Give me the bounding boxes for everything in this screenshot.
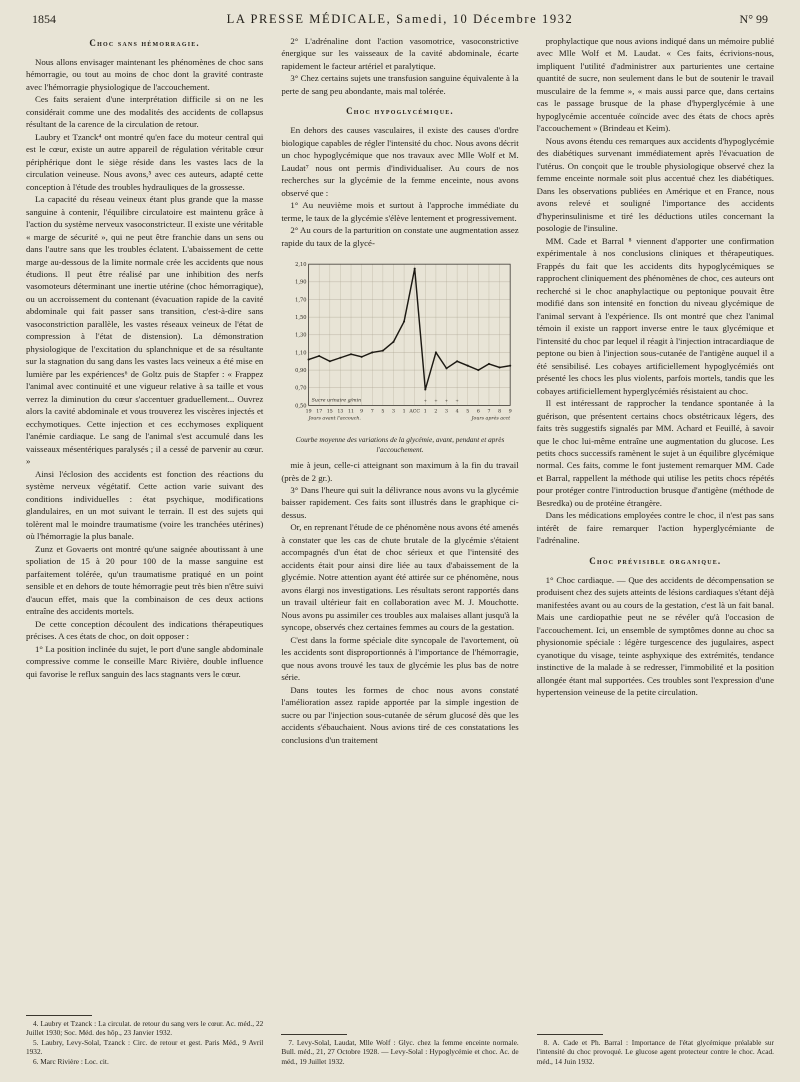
svg-text:Jours après acct: Jours après acct: [472, 416, 511, 422]
svg-text:1: 1: [424, 409, 428, 415]
svg-text:13: 13: [337, 409, 344, 415]
issue-number: N° 99: [739, 12, 768, 26]
svg-text:+: +: [424, 398, 428, 405]
svg-text:0,70: 0,70: [295, 385, 307, 392]
svg-text:11: 11: [348, 409, 355, 415]
svg-text:2,10: 2,10: [295, 262, 307, 269]
paragraph: 1° Au neuvième mois et surtout à l'approche immédiate du terme, le taux de la glycémie s'élève lentement et progressivement.: [281, 200, 519, 223]
svg-text:+: +: [445, 398, 449, 405]
paragraph: Nous allons envisager maintenant les phénomènes de choc sans hémorragie, ou tout au moins de choc dont la gravité contraste avec l'hémorragie physiologique de l'accouchement.: [26, 56, 264, 92]
columns: [26, 35, 774, 1066]
svg-text:7: 7: [487, 409, 491, 415]
paragraph: 3° Chez certains sujets une transfusion sanguine équivalente à la perte de sang peu abondante, mais mal tolérée.: [281, 73, 519, 96]
paragraph: Nous avons étendu ces remarques aux accidents d'hypoglycémie des diabétiques survenant immédiatement après l'évacuation de l'utérus. On conçoit que le trouble physiologique observé chez la femme enceinte normale soit plus accentué chez les diabétiques. Dans les observations publiées en Amérique et en France, nous avons relevé et souligné l'importance des accidents d'hyperinsulinisme et tiré les déductions utiles concernant la posologie de l'insuline.: [536, 135, 774, 234]
footnote: 7. Levy-Solal, Laudat, Mlle Wolf : Glyc. chez la femme enceinte normale. Bull. méd., 21, 27 Octobre 1928. — Levy-Solal : Hypoglycémie et choc. Ac. de méd., 19 Juillet 1932.: [281, 1037, 519, 1066]
paragraph: Zunz et Govaerts ont montré qu'une saignée aboutissant à une spoliation de 15 à 20 pour 100 de la masse sanguine est parfaitement tolérée, qu'un traumatisme pratiqué en un point sensible et en dehors de toute hémorragie peut très bien n'être suivi d'aucun effet, mais que la combinaison de ces deux actions entraîne des accidents mortels.: [26, 543, 264, 617]
page-header: [26, 10, 774, 35]
svg-text:1,50: 1,50: [295, 315, 307, 322]
paragraph: MM. Cade et Barral ⁸ viennent d'apporter une confirmation expérimentale à nos conclusions cliniques et thérapeutiques. Frappés du fait que les accidents dits hypoglycémiques se rapprochent cliniquement des phénomènes de choc, ces auteurs ont recherché si le choc anaphylactique ou peptonique pouvait être modifié dans son intensité en fonction du niveau glycémique de l'animal servant à l'expérience. Ils ont montré que chez l'animal témoin il existe un rapport inverse entre le taux glycémique et l'intensité du choc par lequel il réagit à l'injection intracardiaque de peptone ou bien à l'injection sous-cutanée de l'antigène auquel il a été sensibilisé. Les cobayes artificiellement hypoglycémiés ont présenté les chocs les plus violents, parfois mortels, tandis que les cobayes artificiellement hyperglycémiés résistaient au choc.: [536, 235, 774, 396]
paragraph: En dehors des causes vasculaires, il existe des causes d'ordre biologique capables de régler l'intensité du choc. Nous avons décrit un choc hypoglycémique que nos travaux avec Mlle Wolf et M. Laudat⁷ nous ont permis d'individualiser. Au cours de nos recherches sur la glycémie de la femme enceinte, nous avons observé que :: [281, 125, 519, 198]
svg-text:7: 7: [371, 409, 375, 415]
svg-text:1,70: 1,70: [295, 297, 307, 304]
paragraph: De cette conception découlent des indications thérapeutiques précises. A ces états de choc, on doit opposer :: [26, 618, 264, 642]
svg-text:+: +: [434, 398, 438, 405]
paragraph: Ces faits seraient d'une interprétation difficile si on ne les considérait comme une des modalités des accidents de collapsus résultant de la carence de la circulation de retour.: [26, 94, 264, 130]
paragraph: La capacité du réseau veineux étant plus grande que la masse sanguine à contenir, l'équilibre circulatoire est maintenu grâce à l'action du système nerveux vasoconstricteur. Il existe une véritable « marge de sécurité », qui ne peut être franchie dans un sens ou dans l'autre sans que les troubles éclatent. L'abaissement de cette marge au-dessous de la limite normale crée les accidents que nous étudions. Il peut être réalisé par une inhibition des nerfs vasomoteurs déterminant une inertie utérine (choc hémorragique), ou un accroissement du contenant (évacuation rapide de la cavité abdominale qui fait passer sans transition, c'est-à-dire sans vasoconstriction parallèle, les vastes réseaux veineux de l'état de compression à l'état de distension). La démonstration physiologique de l'excitation du splanchnique et de sa résultante sur la stagnation du sang dans les vastes lacs veineux a été mise en lumière par les expériences⁶ de Goltz puis de Stapfer : « Frappez l'animal avec continuité et une vigueur relative à sa taille et vous verrez la diminution du cœur s'accentuer graduellement... Ouvrez alors la cavité abdominale et vous trouverez les viscères injectés et ecchymotiques. Cette injection et ces ecchymoses expliquent l'anémie cardiaque. Le sang de l'animal s'est accumulé dans les vaisseaux mésentériques paralysés ; il a cessé de parvenir au cœur. »: [26, 194, 264, 467]
paragraph: Il est intéressant de rapprocher la tendance spontanée à la guérison, que présentent certains chocs obstétricaux légers, des faits très suggestifs signalés par MM. Achard et Feuillé, à savoir que le choc lui-même entraîne une augmentation du glucose. Les petits chocs successifs ramènent le sujet à un équilibre glycémique normal. Ces faits, comme le font justement remarquer MM. Cade et Barral, rappellent la méthode qui utilise les petits chocs répétés pour protéger contre l'introduction brusque d'antigène (méthode de Besredka) ou de protéine étrangère.: [536, 398, 774, 508]
paragraph: 2° Au cours de la parturition on constate une augmentation assez rapide du taux de la glycé-: [281, 225, 519, 248]
svg-text:4: 4: [455, 409, 459, 415]
svg-text:19: 19: [305, 409, 312, 415]
svg-text:+: +: [455, 398, 460, 405]
svg-text:Sucre urinaire g/min: Sucre urinaire g/min: [311, 398, 362, 404]
svg-text:Jours avant l'accouch.: Jours avant l'accouch.: [308, 416, 362, 422]
svg-text:5: 5: [466, 409, 470, 415]
svg-text:5: 5: [381, 409, 385, 415]
footnotes-middle: [281, 1030, 518, 1066]
footnotes-right: [537, 1030, 774, 1066]
footnote: 5. Laubry, Levy-Solal, Tzanck : Circ. de retour et gest. Paris Méd., 9 Avril 1932.: [26, 1037, 264, 1057]
footnote: 4. Laubry et Tzanck : La circulat. de retour du sang vers le cœur. Ac. méd., 22 Juillet 1930; Soc. Méd. des hôp., 23 Janvier 1932.: [26, 1018, 264, 1038]
svg-text:15: 15: [327, 409, 334, 415]
glycemia-figure: [283, 256, 516, 454]
footnote: 6. Marc Rivière : Loc. cit.: [33, 1056, 109, 1066]
svg-text:0,50: 0,50: [295, 403, 307, 410]
svg-text:1,10: 1,10: [295, 350, 307, 357]
column-right: [537, 35, 774, 1066]
paragraph: Ainsi l'éclosion des accidents est fonction des réactions du système nerveux végétatif. Cette action varie suivant des conditions individuelles : état psychique, modifications glandulaires, en un mot suivant le terrain. Il est des sujets qui tolèrent mal le moindre traumatisme (voire les tranchées utérines) où l'hémorragie la plus banale.: [26, 468, 264, 542]
svg-text:9: 9: [360, 409, 364, 415]
svg-text:3: 3: [392, 409, 396, 415]
footnote: 8. A. Cade et Ph. Barral : Importance de l'état glycémique préalable sur l'intensité du choc provoqué. Le glucose agent protecteur contre le choc. Acad. méd., 14 Juin 1932.: [536, 1037, 774, 1066]
svg-text:6: 6: [477, 409, 481, 415]
svg-text:ACC: ACC: [409, 409, 421, 415]
paragraph: 1° La position inclinée du sujet, le port d'une sangle abdominale compressive comme le conseille Marc Rivière, double influence qui favorise le reflux sanguin des lacs stagnants vers le cœur.: [26, 643, 264, 679]
section-heading-choc-sans-hemorragie: Choc sans hémorragie.: [89, 38, 200, 48]
svg-text:1: 1: [402, 409, 406, 415]
figure-caption: Courbe moyenne des variations de la glycémie, avant, pendant et après l'accouchement.: [295, 435, 505, 454]
paragraph: Laubry et Tzanck⁴ ont montré qu'en face du moteur central qui est le cœur, existe un autre appareil de régulation véritable cœur périphérique dont le siège réside dans les vastes lacs de la circulation veineuse. Nous avons,⁵ avec ces auteurs, adapté cette conception à l'étude des troubles hydrauliques de la grossesse.: [26, 131, 264, 192]
svg-text:3: 3: [445, 409, 449, 415]
paragraph: 3° Dans l'heure qui suit la délivrance nous avons vu la glycémie baisser rapidement. Ces faits sont illustrés dans le graphique ci-dessus.: [281, 484, 519, 520]
paragraph: Or, en reprenant l'étude de ce phénomène nous avons été amenés à constater que les cas de chute brutale de la glycémie s'étaient accompagnés d'un état de choc sérieux et que l'intensité des accidents était pour ainsi dire liée au taux d'abaissement de la glycémie. Notre attention ayant été attirée sur ce phénomène, nous avons élargi nos investigations. Les résultats seront rapportés dans un travail ultérieur fait en collaboration avec M. J. Mouchotte. Nous avons pu assimiler ces troubles aux malaises allant jusqu'à la syncope, observés chez certaines femmes au cours de la gestation.: [281, 522, 519, 633]
svg-text:17: 17: [316, 409, 323, 415]
paragraph: 1° Choc cardiaque. — Que des accidents de décompensation se produisent chez des sujets atteints de lésions cardiaques s'étant déjà manifestées avant ou au cours de la gestation, c'est là un fait banal. Mais une cardiopathie peut ne se révéler qu'à l'occasion de l'accouchement. Ici, un ensemble de symptômes donne au choc sa physionomie spéciale : légère turgescence des jugulaires, aspect cyanotique du visage, teinte asphyxique des extrémités, tendance instinctive de la malade à se redresser, l'immobilité et la position allongée étant mal supportées. Ces troubles sont l'expression d'une hypertension veineuse de la petite circulation.: [536, 574, 774, 697]
paragraph: Dans les médications employées contre le choc, il n'est pas sans intérêt de faire remarquer l'action hyperglycémiante de l'adrénaline.: [536, 510, 774, 546]
svg-text:1,30: 1,30: [295, 332, 307, 339]
svg-text:1,90: 1,90: [295, 279, 307, 286]
paragraph: Dans toutes les formes de choc nous avons constaté l'amélioration assez rapide apportée par la simple ingestion de sucre ou par l'injection sous-cutanée de sérum glucosé dès que les accidents s'ébauchaient. Nous avions tiré de ces constatations les conclusions d'un traitement: [281, 684, 519, 745]
paragraph: prophylactique que nous avions indiqué dans un mémoire publié avec Mlle Wolf et M. Laudat. « Ces faits, écrivions-nous, impliquent l'utilité d'administrer aux parturientes une certaine quantité de sucre, non seulement dans le but de soutenir le travail musculaire de la femme », « mais aussi parce que, dans certains cas le passage brusque de la phase d'hyperglycémie à une hypoglycémie accentuée coïncide avec des états de chocs après l'accouchement » (Brindeau et Keim).: [536, 36, 774, 134]
paragraph: 2° L'adrénaline dont l'action vasomotrice, vasoconstrictive énergique sur les vaisseaux de la cavité abdominale, écarte rapidement le facteur artériel et paralytique.: [281, 36, 519, 71]
journal-title: LA PRESSE MÉDICALE, Samedi, 10 Décembre 1932: [226, 12, 574, 26]
svg-text:2: 2: [434, 409, 438, 415]
glycemia-chart-svg: [283, 256, 516, 432]
column-middle: [281, 35, 518, 1066]
svg-text:0,90: 0,90: [295, 367, 307, 374]
svg-text:9: 9: [509, 409, 513, 415]
section-heading-choc-hypoglycemique: Choc hypoglycémique.: [346, 106, 454, 117]
paragraph: C'est dans la forme spéciale dite syncopale de l'avortement, où les accidents sont disproportionnés à l'importance de l'hémorragie, que nous avons trouvé les taux de glycémie les plus bas de notre série.: [281, 634, 519, 683]
paragraph: mie à jeun, celle-ci atteignant son maximum à la fin du travail (près de 2 gr.).: [281, 460, 519, 483]
page-number: 1854: [32, 12, 56, 26]
section-heading-choc-previsible-organique: Choc prévisible organique.: [589, 555, 722, 566]
svg-text:8: 8: [498, 409, 502, 415]
footnotes-left: [26, 1011, 263, 1066]
column-left: [26, 35, 263, 1066]
